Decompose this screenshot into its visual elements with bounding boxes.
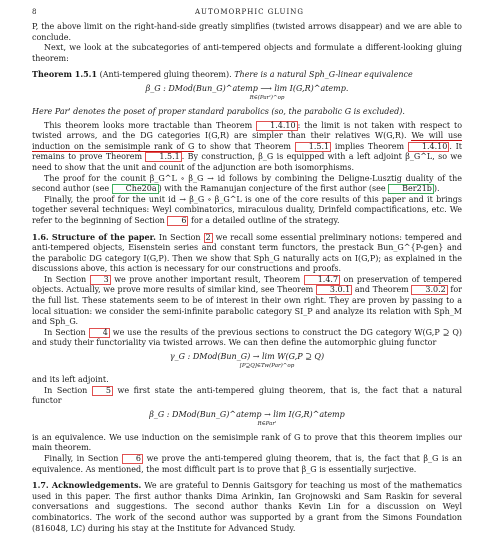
paragraph-equivalence: is an equivalence. We use induction on the semisimple rank of G to prove that this theorem implies our main theorem. [32, 432, 462, 453]
theorem-1-5-1 [32, 69, 462, 117]
display-beta: β_G : DMod(Bun_G)^atemp → lim I(G,R)^atemp R∈Par' [149, 409, 345, 427]
section-heading: 1.7. Acknowledgements. [32, 480, 142, 491]
ref-link[interactable]: 1.4.7 [304, 275, 340, 285]
paragraph-4: The proof for the counit β_G^L ∘ β_G → id follows by combining the Deligne-Lusztig duality of the second author (see Che20a ) with the Ramanujan conjecture of the first author (see Ber21b ). [32, 173, 462, 194]
paragraph-1: P, the above limit on the right-hand-side greatly simplifies (twisted arrows disappear) and we are able to conclude. [32, 22, 462, 42]
running-header [32, 8, 462, 16]
ref-link[interactable]: 1.4.10 [256, 121, 297, 131]
ref-link[interactable]: 2 [205, 232, 211, 242]
ref-link[interactable]: 1.4.10 [408, 142, 449, 152]
section-1-6: 1.6. Structure of the paper. In Section 2 we recall some essential preliminary notions: tempered and anti-tempered objects, Eisenstein series and constant term functors, the prestack Bun_G^{P-gen} and the parabolic DG category I(G,P). Then we show that Sph_G naturally acts on I(G,P); as explained in the discussions above, this action is necessary for our constructions and proofs. In Section 3 we prove another important result, Theorem 1.4.7 on preservation of tempered objects. Actually, we prove more results of similar kind, see Theorem 3.0.1 and Theorem 3.0.2 for the full list. These statements seem to be of interest in their own right. They are proven by passing to a local situation: we consider the semi-infinite parabolic category SI_P and analyze its relation with Sph_M and Sph_G. In Section 4 we use the results of the previous sections to construct the DG category W(G,P ⊇ Q) and study their functoriality via twisted arrows. We can then define the automorphic gluing functor γ_G : DMod(Bun_G) → lim W(G,P ⊇ Q) [P⊇Q]∈Tw(Par)^op and its left adjoint. In Section 5 we first state the anti-tempered gluing theorem, that is, the fact that a natural functor β_G : DMod(Bun_G)^atemp → lim I(G,R)^atemp R∈Par' is an equivalence. We use induction on the semisimple rank of G to prove that this theorem implies our main theorem. Finally, in Section 6 we prove the anti-tempered gluing theorem, that is, the fact that β_G is an equivalence. As mentioned, the most difficult part is to prove that β_G is essentially surjective. [32, 231, 463, 474]
page-number: 8 [32, 8, 37, 16]
paragraph-left-adjoint: and its left adjoint. [32, 375, 109, 385]
paragraph-5: Finally, the proof for the unit id → β_G ∘ β_G^L is one of the core results of this paper and it brings together several techniques: Weyl combinatorics, miraculous duality, Drinfeld compactifications, etc. We refer to the beginning of Section 6 for a detailed outline of the strategy. [32, 194, 462, 225]
display-gluing-functor: γ_G : DMod(Bun_G) → lim W(G,P ⊇ Q) [P⊇Q]∈Tw(Par)^op [169, 352, 325, 370]
ref-link[interactable]: 1.5.1 [295, 142, 331, 152]
ref-link[interactable]: 3 [90, 275, 111, 285]
citation-link[interactable]: Ber21b [388, 184, 434, 194]
theorem-display [32, 83, 462, 104]
theorem-label: Theorem 1.5.1 [32, 69, 98, 80]
citation-link[interactable]: Che20a [112, 184, 159, 194]
theorem-display-formula: β_G : DMod(Bun_G)^atemp ⟶ lim I(G,R)^atemp. [145, 83, 349, 93]
ref-link[interactable]: 6 [122, 454, 143, 464]
running-title: AUTOMORPHIC GLUING [195, 8, 304, 16]
paragraph-3: This theorem looks more tractable than Theorem 1.4.10 : the limit is not taken with respect to twisted arrows, and the DG categories I(G,R) are simpler than their relatives W(G,R). We will use induction on the semisimple rank of G to show that Theorem 1.5.1 implies Theorem 1.4.10 . It remains to prove Theorem 1.5.1 . By construction, β_G is equipped with a left adjoint β_G^L, so we need to show that the unit and counit of the adjunction are both isomorphisms. [32, 120, 463, 172]
section-heading: 1.6. Structure of the paper. [32, 231, 156, 242]
ref-link[interactable]: 3.0.1 [316, 285, 352, 295]
ref-link[interactable]: 4 [89, 328, 110, 338]
ref-link[interactable]: 1.5.1 [145, 152, 181, 162]
highlighted-text: We will use induction on the semisimple rank of G [32, 131, 463, 151]
paragraph-2: Next, we look at the subcategories of anti-tempered objects and formulate a different-looking gluing theorem: [32, 43, 462, 63]
theorem-body: There is a natural Sph_G-linear equivalence [234, 70, 413, 80]
theorem-display-subscript: R∈(Par')^op [249, 94, 285, 101]
section-1-7: 1.7. Acknowledgements. We are grateful to Dennis Gaitsgory for teaching us most of the mathematics used in this paper. The first author thanks Dima Arinkin, Ian Grojnowski and Sam Raskin for several conversations and suggestions. The second author thanks Kevin Lin for a discussion on Weyl combinatorics. The work of the second author was supported by a grant from the Simons Foundation (816048, LC) during his stay at the Institute for Advanced Study. [32, 480, 462, 533]
theorem-paren: (Anti-tempered gluing theorem). [99, 70, 232, 80]
theorem-remark: Here Par' denotes the poset of proper standard parabolics (so, the parabolic G is excluded). [32, 106, 405, 116]
ref-link[interactable]: 3.0.2 [411, 285, 447, 295]
ref-link[interactable]: 6 [167, 216, 188, 226]
ref-link[interactable]: 5 [92, 386, 113, 396]
